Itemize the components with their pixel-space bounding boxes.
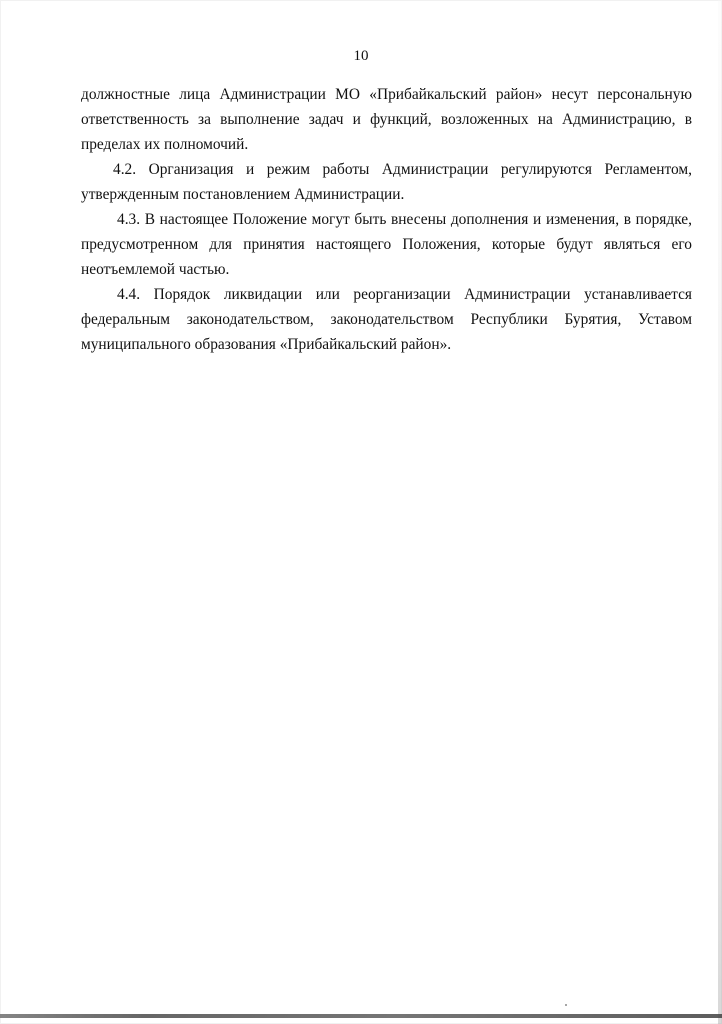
paragraph-4-3: 4.3. В настоящее Положение могут быть внесены дополнения и изменения, в порядке, предусмотренном для принятия настоящего Положения, которые будут являться его неотъемлемой частью. — [81, 211, 692, 278]
paragraph-4-4: 4.4. Порядок ликвидации или реорганизации Администрации устанавливается федеральным законодательством, законодательством Республики Бурятия, Уставом муниципального образования «Прибайкальский район». — [81, 286, 692, 353]
scan-edge-shadow — [718, 0, 722, 1024]
paragraph-4-2: 4.2. Организация и режим работы Администрации регулируются Регламентом, утвержденным постановлением Администрации. — [81, 161, 692, 203]
scan-bottom-edge — [0, 1014, 722, 1018]
document-body — [81, 82, 692, 357]
paragraph-continuation: должностные лица Администрации МО «Прибайкальский район» несут персональную ответственность за выполнение задач и функций, возложенных на Администрацию, в пределах их полномочий. — [81, 86, 692, 153]
page-number: 10 — [353, 48, 369, 64]
scan-artifact-dot — [565, 1004, 567, 1006]
